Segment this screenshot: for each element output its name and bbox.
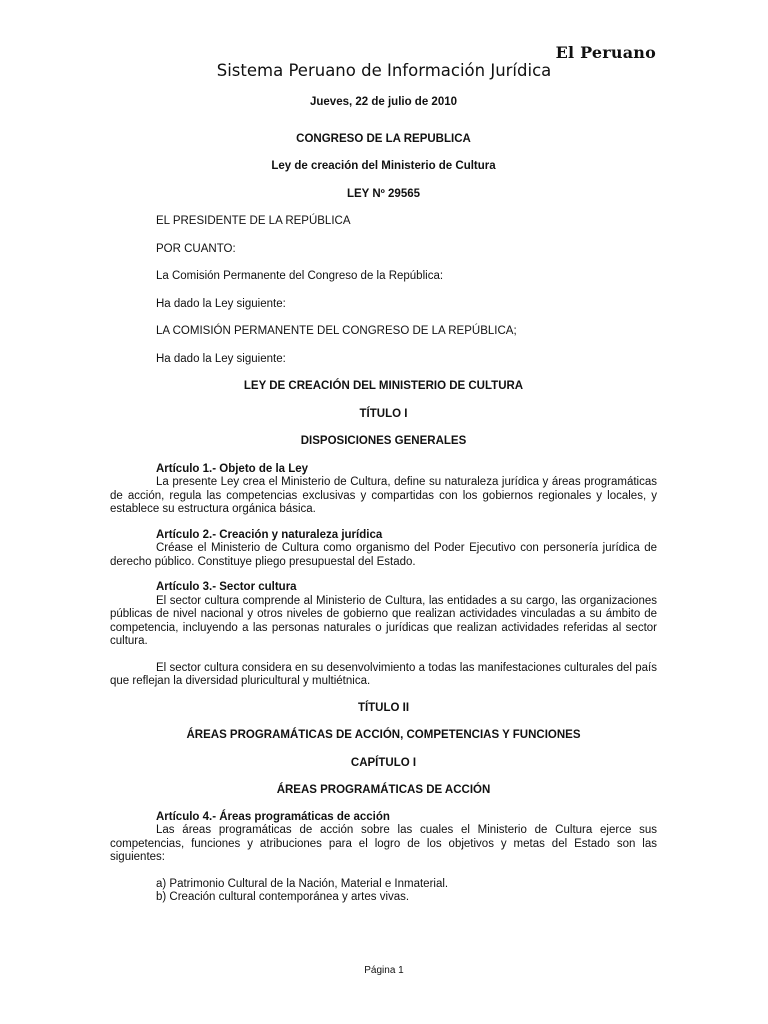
titulo-heading: TÍTULO II [357, 701, 410, 714]
article-title: Artículo 1.- Objeto de la Ley [156, 462, 309, 475]
article-text: Créase el Ministerio de Cultura como organismo del Poder Ejecutivo con personería jurídica de derecho público. Constituye pliego presupuestal del Estado. [110, 542, 657, 568]
law-number: LEY Nº 29565 [346, 187, 421, 200]
titulo-name: ÁREAS PROGRAMÁTICAS DE ACCIÓN, COMPETENCIAS Y FUNCIONES [186, 729, 581, 741]
list-item: a) Patrimonio Cultural de la Nación, Material e Inmaterial. [156, 877, 449, 890]
el-peruano-logo: El Peruano [555, 43, 656, 62]
article-title: Artículo 4.- Áreas programáticas de acción [156, 810, 390, 823]
document-body [110, 96, 657, 905]
paragraph: LA COMISIÓN PERMANENTE DEL CONGRESO DE LA REPÚBLICA; [156, 325, 517, 337]
site-title: Sistema Peruano de Información Jurídica [216, 61, 552, 80]
article-title: Artículo 3.- Sector cultura [156, 581, 297, 593]
titulo-name: DISPOSICIONES GENERALES [300, 435, 467, 447]
section-heading: LEY DE CREACIÓN DEL MINISTERIO DE CULTURA [243, 380, 524, 392]
list-item: b) Creación cultural contemporánea y artes vivas. [156, 891, 410, 903]
titulo-heading: TÍTULO I [359, 407, 408, 420]
paragraph: Ha dado la Ley siguiente: [156, 297, 286, 310]
paragraph: Ha dado la Ley siguiente: [156, 352, 286, 365]
page-number: Página 1 [364, 965, 404, 976]
capitulo-heading: CAPÍTULO I [350, 756, 417, 769]
article-text: El sector cultura considera en su desenvolvimiento a todas las manifestaciones culturales del país que reflejan la diversidad pluricultural y multiétnica. [110, 661, 657, 687]
issuer-heading: CONGRESO DE LA REPUBLICA [296, 132, 471, 145]
capitulo-name: ÁREAS PROGRAMÁTICAS DE ACCIÓN [276, 784, 491, 796]
article-title: Artículo 2.- Creación y naturaleza jurídica [156, 528, 383, 541]
article-text: El sector cultura comprende al Ministerio de Cultura, las entidades a su cargo, las organizaciones públicas de nivel nacional y otros niveles de gobierno que realizan actividades vinculadas a su ámbito de competencia, incluyendo a las personas naturales o jurídicas que realizan actividades referidas al sector cultura. [110, 594, 657, 647]
law-title: Ley de creación del Ministerio de Cultura [271, 160, 496, 172]
article-text: Las áreas programáticas de acción sobre las cuales el Ministerio de Cultura ejerce sus competencias, funciones y atribuciones para el logro de los objetivos y metas del Estado son las siguientes: [110, 824, 657, 863]
article-text: La presente Ley crea el Ministerio de Cultura, define su naturaleza jurídica y áreas programáticas de acción, regula las competencias exclusivas y compartidas con los gobiernos regionales y locales, y establece su estructura orgánica básica. [110, 476, 657, 515]
document-date: Jueves, 22 de julio de 2010 [309, 96, 458, 108]
paragraph: EL PRESIDENTE DE LA REPÚBLICA [156, 215, 351, 227]
paragraph: POR CUANTO: [156, 242, 236, 255]
paragraph: La Comisión Permanente del Congreso de la República: [156, 270, 444, 282]
